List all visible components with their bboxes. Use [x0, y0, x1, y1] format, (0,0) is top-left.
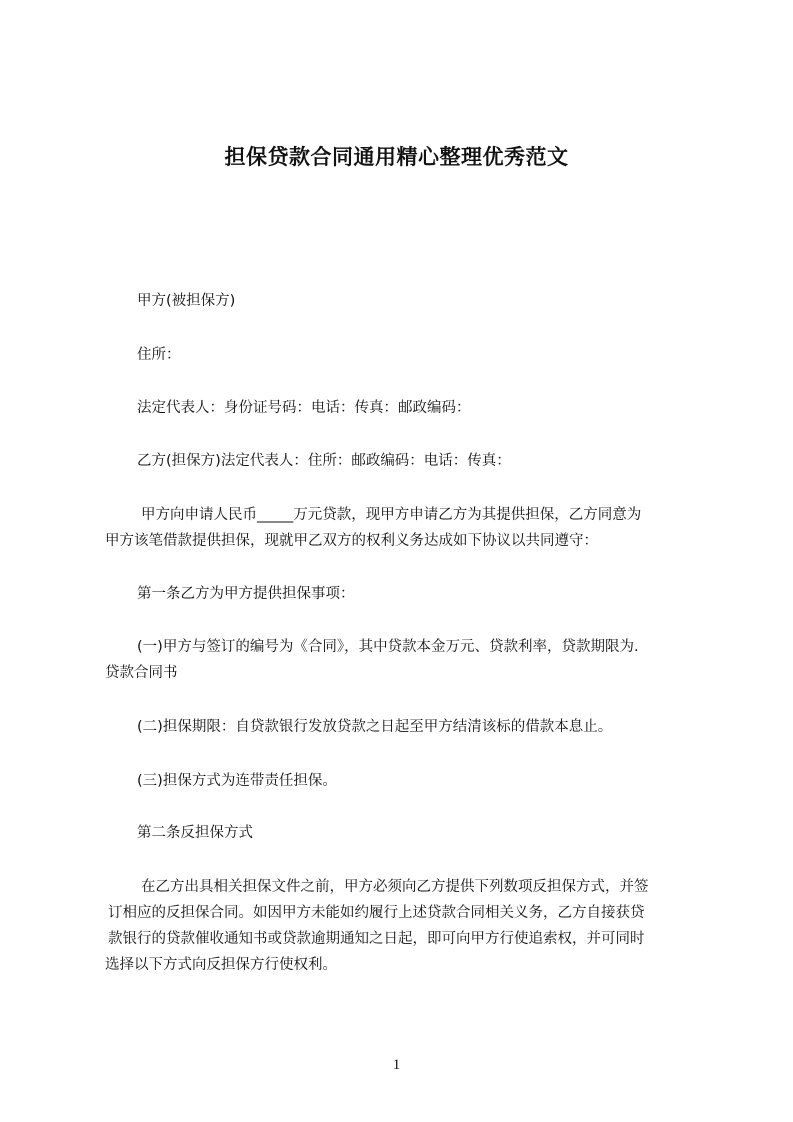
article1-item1 [105, 634, 639, 686]
party-a-details: 法定代表人：身份证号码：电话：传真：邮政编码： [137, 400, 471, 416]
intro-line-1: 甲方向申请人民币_____万元贷款，现甲方申请乙方为其提供担保，乙方同意为 [141, 507, 642, 523]
intro-paragraph [105, 502, 641, 554]
article2-body [105, 874, 649, 978]
article2-line-2: 订相应的反担保合同。如因甲方未能如约履行上述贷款合同相关义务，乙方自接获贷 [108, 905, 645, 921]
article2-heading: 第二条反担保方式 [137, 825, 253, 841]
intro-line-2: 甲方该笔借款提供担保，现就甲乙双方的权利义务达成如下协议以共同遵守： [105, 533, 598, 549]
article2-line-3: 款银行的贷款催收通知书或贷款逾期通知之日起，即可向甲方行使追索权，并可同时 [108, 931, 645, 947]
article2-line-4: 选择以下方式向反担保方行使权利。 [105, 957, 337, 973]
page-number: 1 [392, 1057, 401, 1073]
address-label: 住所： [137, 347, 181, 363]
article2-line-1: 在乙方出具相关担保文件之前，甲方必须向乙方提供下列数项反担保方式，并签 [141, 879, 649, 895]
article1-item1-line-1: (一)甲方与签订的编号为《合同》，其中贷款本金万元、贷款利率，贷款期限为. [137, 639, 639, 655]
article1-item2: (二)担保期限：自贷款银行发放贷款之日起至甲方结清该标的借款本息止。 [137, 719, 613, 735]
party-b-details: 乙方(担保方)法定代表人：住所：邮政编码：电话：传真： [137, 453, 511, 469]
article1-heading: 第一条乙方为甲方提供担保事项： [137, 586, 355, 602]
article1-item1-line-2: 贷款合同书 [105, 665, 178, 681]
document-title: 担保贷款合同通用精心整理优秀范文 [224, 145, 569, 169]
party-a-label: 甲方(被担保方) [137, 293, 236, 309]
article1-item3: (三)担保方式为连带责任担保。 [137, 773, 337, 789]
